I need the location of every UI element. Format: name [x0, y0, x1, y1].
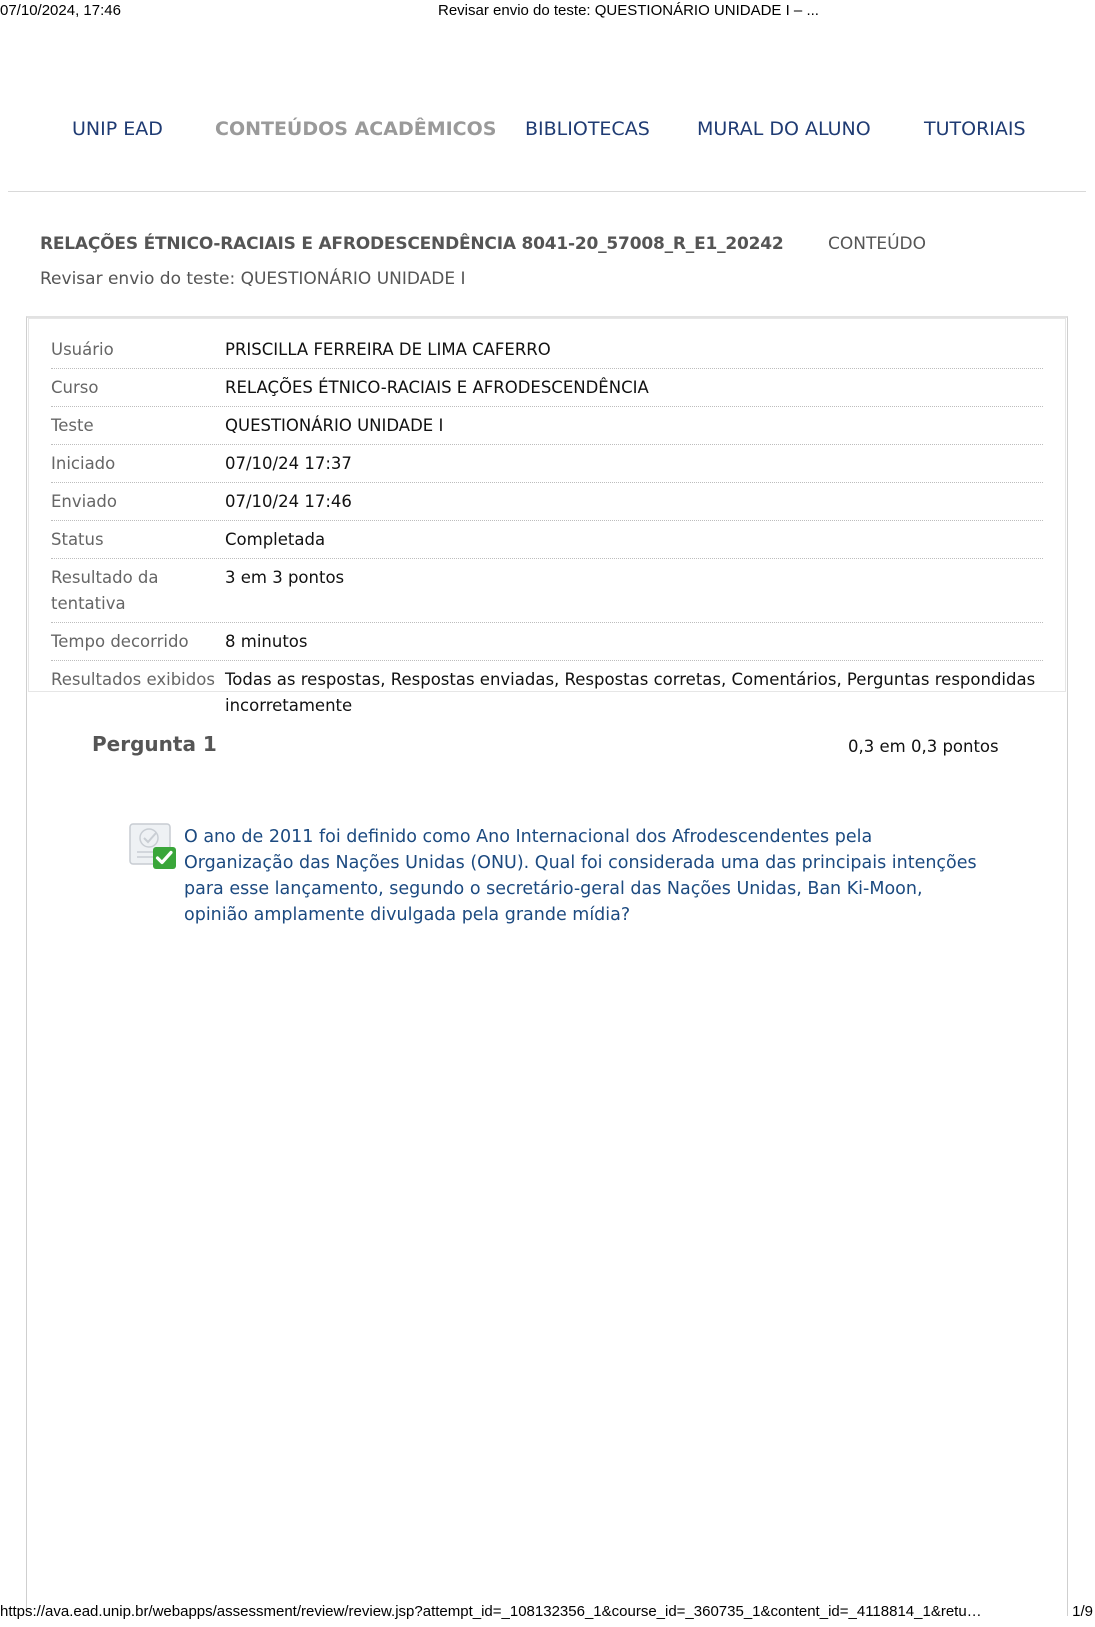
info-row-enviado — [51, 483, 1043, 521]
info-value: RELAÇÕES ÉTNICO-RACIAIS E AFRODESCENDÊNCIA — [225, 378, 649, 397]
attempt-summary — [28, 318, 1066, 715]
info-label: Iniciado — [51, 454, 116, 473]
info-value: 3 em 3 pontos — [225, 568, 345, 587]
breadcrumb-course[interactable]: RELAÇÕES ÉTNICO-RACIAIS E AFRODESCENDÊNCIA 8041-20_57008_R_E1_20242 — [40, 234, 784, 254]
info-row-resultados-exibidos — [51, 661, 1043, 724]
info-value: PRISCILLA FERREIRA DE LIMA CAFERRO — [225, 340, 551, 359]
info-value: 8 minutos — [225, 632, 308, 651]
print-datetime: 07/10/2024, 17:46 — [0, 2, 121, 19]
breadcrumb-content-link[interactable]: CONTEÚDO — [828, 234, 927, 254]
info-label: Usuário — [51, 340, 114, 359]
print-page-number: 1/9 — [1072, 1603, 1093, 1620]
info-value: QUESTIONÁRIO UNIDADE I — [225, 416, 444, 435]
info-row-iniciado — [51, 445, 1043, 483]
info-row-status — [51, 521, 1043, 559]
top-navigation — [0, 118, 1095, 148]
info-row-resultado — [51, 559, 1043, 623]
info-row-curso — [51, 369, 1043, 407]
nav-divider — [8, 191, 1086, 192]
info-label: Enviado — [51, 492, 117, 511]
question-title: Pergunta 1 — [92, 732, 217, 756]
info-value: Todas as respostas, Respostas enviadas, Respostas corretas, Comentários, Perguntas respondidas incorretamente — [225, 670, 1036, 715]
nav-item-mural-do-aluno[interactable]: MURAL DO ALUNO — [697, 118, 871, 140]
info-value: 07/10/24 17:46 — [225, 492, 352, 511]
info-value: 07/10/24 17:37 — [225, 454, 352, 473]
question-text: O ano de 2011 foi definido como Ano Internacional dos Afrodescendentes pela Organização das Nações Unidas (ONU). Qual foi considerada uma das principais intenções para esse lançamento, segundo o secretário-geral das Nações Unidas, Ban Ki-Moon, opinião amplamente divulgada pela grande mídia? — [184, 827, 977, 925]
info-label: Resultado da tentativa — [51, 568, 159, 613]
info-label: Status — [51, 530, 104, 549]
nav-item-tutoriais[interactable]: TUTORIAIS — [924, 118, 1026, 140]
info-row-tempo — [51, 623, 1043, 661]
nav-item-bibliotecas[interactable]: BIBLIOTECAS — [525, 118, 650, 140]
info-label: Tempo decorrido — [51, 632, 189, 651]
attempt-summary-table — [51, 331, 1043, 724]
print-page-title: Revisar envio do teste: QUESTIONÁRIO UNIDADE I – ... — [438, 2, 819, 19]
info-value: Completada — [225, 530, 326, 549]
print-footer — [0, 1603, 1095, 1623]
info-row-usuario — [51, 331, 1043, 369]
nav-item-unip-ead[interactable]: UNIP EAD — [72, 118, 163, 140]
print-url: https://ava.ead.unip.br/webapps/assessment/review/review.jsp?attempt_id=_108132356_1&course_id=_360735_1&content_id=_4118814_1&retu… — [0, 1603, 982, 1620]
print-header — [0, 2, 1095, 22]
info-label: Resultados exibidos — [51, 670, 215, 689]
question-points: 0,3 em 0,3 pontos — [848, 737, 999, 756]
correct-check-icon — [129, 822, 179, 872]
page-title: Revisar envio do teste: QUESTIONÁRIO UNIDADE I — [40, 269, 466, 289]
info-label: Teste — [51, 416, 94, 435]
nav-item-conteudos-academicos[interactable]: CONTEÚDOS ACADÊMICOS — [215, 118, 497, 140]
info-row-teste — [51, 407, 1043, 445]
info-label: Curso — [51, 378, 99, 397]
